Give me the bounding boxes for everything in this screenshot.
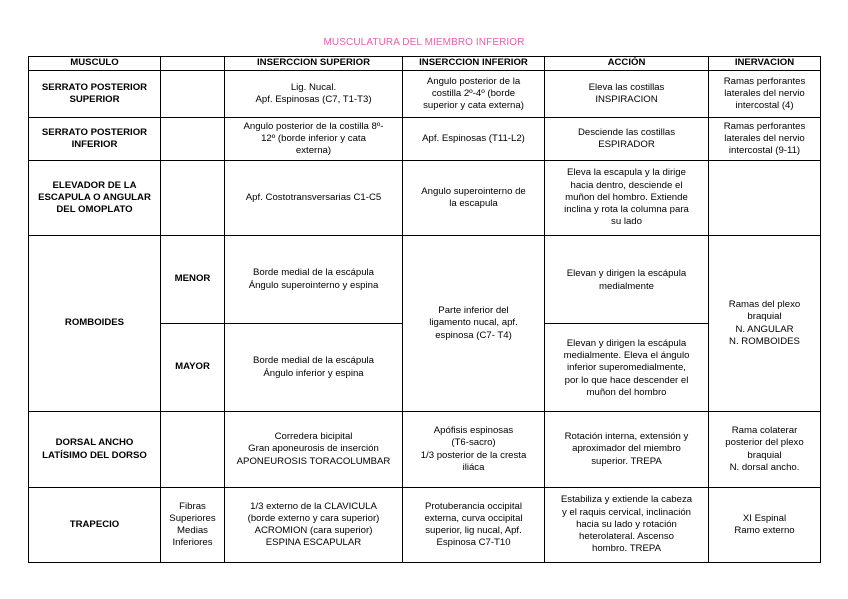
cell-line: Apf. Costotransversarias C1-C5 xyxy=(245,191,382,203)
cell-line: N. dorsal ancho. xyxy=(729,461,800,473)
cell-line: Angulo posterior de la xyxy=(426,75,521,87)
cell-insercion-superior xyxy=(225,324,403,412)
cell-line: SERRATO POSTERIOR xyxy=(41,81,148,93)
cell-line: Angulo posterior de la costilla 8º- xyxy=(243,120,384,132)
cell-line: Apófisis espinosas xyxy=(433,425,514,437)
cell-accion xyxy=(545,488,709,563)
cell-line: superior y cata externa) xyxy=(423,100,524,112)
cell-line: externa) xyxy=(295,145,332,157)
cell-line: braquial xyxy=(747,449,782,461)
cell-line: posterior del plexo xyxy=(725,437,804,449)
table-row-trapecio xyxy=(29,488,821,563)
cell-line: (borde externo y cara superior) xyxy=(247,512,380,524)
cell-insercion-inferior xyxy=(403,488,545,563)
cell-line: ELEVADOR DE LA xyxy=(52,179,137,191)
cell-line: 1/3 posterior de la cresta xyxy=(420,449,527,461)
cell-line: XI Espinal xyxy=(742,512,787,524)
cell-line: TRAPECIO xyxy=(69,518,120,530)
cell-line: Angulo superointerno de xyxy=(421,185,526,197)
cell-line: N. ANGULAR xyxy=(735,323,794,335)
cell-insercion-superior xyxy=(225,71,403,118)
cell-line: y el raquis cervical, inclinación xyxy=(561,506,692,518)
header-inervacion: INERVACION xyxy=(709,57,821,71)
cell-insercion-inferior xyxy=(403,118,545,161)
cell-line: Apf. Espinosas (T11-L2) xyxy=(422,132,525,144)
cell-sub-empty xyxy=(161,118,225,161)
cell-line: Ángulo inferior y espina xyxy=(263,367,364,379)
cell-accion xyxy=(545,118,709,161)
cell-line: LATÍSIMO DEL DORSO xyxy=(42,449,147,461)
table-row-serrato-inferior xyxy=(29,118,821,161)
cell-sub-empty xyxy=(161,71,225,118)
cell-line: Ramas del plexo xyxy=(728,299,801,311)
cell-line: superior, lig nucal, Apf. xyxy=(425,525,522,536)
cell-line: laterales del nervio xyxy=(724,132,805,144)
cell-line: la escapula xyxy=(449,198,498,209)
cell-insercion-superior xyxy=(225,161,403,236)
cell-sub-empty xyxy=(161,161,225,236)
cell-insercion-superior xyxy=(225,412,403,488)
table-row-romboides-menor xyxy=(29,236,821,324)
cell-line: inferior superomedialmente, xyxy=(567,362,686,374)
header-row xyxy=(29,57,821,71)
cell-line: 1/3 externo de la CLAVICULA xyxy=(250,500,377,512)
cell-line: Rama colaterar xyxy=(731,425,798,437)
cell-insercion-inferior xyxy=(403,71,545,118)
cell-line: ESPIRADOR xyxy=(598,139,655,150)
cell-line: externa, curva occipital xyxy=(424,512,523,524)
cell-line: laterales del nervio xyxy=(724,87,805,99)
cell-musculo xyxy=(29,412,161,488)
cell-line: Espinosa C7-T10 xyxy=(436,537,511,549)
cell-insercion-superior xyxy=(225,236,403,324)
table-row-serrato-superior xyxy=(29,71,821,118)
cell-musculo xyxy=(29,118,161,161)
cell-line: N. ROMBOIDES xyxy=(729,335,800,347)
cell-musculo xyxy=(29,488,161,563)
cell-line: ESCAPULA O ANGULAR xyxy=(38,191,151,203)
cell-line: Ángulo superointerno y espina xyxy=(248,279,379,291)
cell-line: por lo que hace descender el xyxy=(564,374,689,386)
cell-insercion-inferior xyxy=(403,412,545,488)
cell-insercion-inferior xyxy=(403,161,545,236)
cell-line: APONEUROSIS TORACOLUMBAR xyxy=(236,455,391,467)
header-sub xyxy=(161,57,225,71)
cell-line: superior. TREPA xyxy=(591,455,662,467)
cell-line: ROMBOIDES xyxy=(64,317,125,329)
cell-line: ESPINA ESCAPULAR xyxy=(265,537,362,549)
cell-line: Eleva las costillas xyxy=(588,81,665,93)
cell-accion xyxy=(545,236,709,324)
cell-line: DORSAL ANCHO xyxy=(55,437,134,449)
cell-line: su lado xyxy=(611,216,642,228)
cell-inervacion xyxy=(709,118,821,161)
header-insercion-inferior: INSERCCION INFERIOR xyxy=(403,57,545,71)
cell-line: Desciende las costillas xyxy=(577,126,676,138)
cell-line: ligamento nucal, apf. xyxy=(429,317,518,329)
cell-line: Fibras xyxy=(179,500,206,512)
cell-line: medialmente. Eleva el ángulo xyxy=(563,350,690,362)
header-musculo: MUSCULO xyxy=(29,57,161,71)
cell-line: SUPERIOR xyxy=(69,94,120,105)
cell-line: hacia dentro, desciende el xyxy=(570,179,683,191)
cell-line: SERRATO POSTERIOR xyxy=(41,126,148,138)
cell-line: aproximador del miembro xyxy=(572,443,681,455)
cell-line: Elevan y dirigen la escápula xyxy=(566,268,687,280)
cell-line: iliáca xyxy=(462,461,485,473)
cell-line: costilla 2º-4º (borde xyxy=(431,87,516,99)
cell-line: muñon del hombro xyxy=(586,386,667,398)
cell-line: (T6-sacro) xyxy=(451,437,496,449)
muscle-table xyxy=(28,56,821,563)
cell-line: heterolateral. Ascenso xyxy=(579,531,674,543)
cell-sub-fibras xyxy=(161,488,225,563)
cell-accion xyxy=(545,71,709,118)
cell-line: Protuberancia occipital xyxy=(424,500,523,512)
cell-accion xyxy=(545,412,709,488)
cell-line: Ramas perforantes xyxy=(723,75,806,87)
cell-inervacion-empty xyxy=(709,161,821,236)
cell-insercion-superior xyxy=(225,488,403,563)
cell-line: Lig. Nucal. xyxy=(290,81,337,93)
cell-line: hombro. TREPA xyxy=(592,543,661,555)
cell-line: Ramas perforantes xyxy=(723,120,806,132)
cell-line: INSPIRACION xyxy=(595,94,658,105)
cell-line: Rotación interna, extensión y xyxy=(564,431,689,443)
cell-line: Parte inferior del xyxy=(438,305,509,317)
cell-musculo xyxy=(29,161,161,236)
cell-musculo xyxy=(29,236,161,412)
cell-accion xyxy=(545,161,709,236)
cell-inervacion xyxy=(709,488,821,563)
cell-line: Borde medial de la escápula xyxy=(252,355,375,367)
cell-inervacion xyxy=(709,412,821,488)
cell-line: Inferiores xyxy=(172,537,213,549)
cell-line: DEL OMOPLATO xyxy=(56,204,133,216)
cell-line: Borde medial de la escápula xyxy=(252,267,375,279)
cell-insercion-superior xyxy=(225,118,403,161)
cell-line: muñon del hombro. Extiende xyxy=(565,191,688,203)
cell-sub-empty xyxy=(161,412,225,488)
cell-inervacion xyxy=(709,236,821,412)
cell-line: Gran aponeurosis de inserción xyxy=(248,443,379,455)
cell-line: hacia su lado y rotación xyxy=(576,518,677,530)
cell-line: ACROMION (cara superior) xyxy=(254,525,373,536)
cell-line: Elevan y dirigen la escápula xyxy=(566,337,687,349)
cell-line: Ramo externo xyxy=(734,525,795,536)
cell-line: 12º (borde inferior y cata xyxy=(261,132,366,144)
cell-line: intercostal (9-11) xyxy=(728,145,801,157)
cell-line: Apf. Espinosas (C7, T1-T3) xyxy=(255,94,372,105)
cell-line: Estabiliza y extiende la cabeza xyxy=(560,494,693,506)
cell-sub-menor: MENOR xyxy=(161,236,225,324)
cell-line: espinosa (C7- T4) xyxy=(435,329,512,341)
cell-sub-mayor: MAYOR xyxy=(161,324,225,412)
cell-line: INFERIOR xyxy=(71,139,118,150)
cell-insercion-inferior xyxy=(403,236,545,412)
table-row-elevador xyxy=(29,161,821,236)
table-row-dorsal-ancho xyxy=(29,412,821,488)
cell-line: Eleva la escapula y la dirige xyxy=(567,167,686,179)
cell-line: Superiores xyxy=(169,512,216,524)
cell-line: Corredera bicipital xyxy=(274,431,353,443)
cell-inervacion xyxy=(709,71,821,118)
cell-line: intercostal (4) xyxy=(735,100,794,112)
cell-accion xyxy=(545,324,709,412)
cell-musculo xyxy=(29,71,161,118)
page-title: MUSCULATURA DEL MIEMBRO INFERIOR xyxy=(323,37,525,48)
cell-line: inclina y rota la columna para xyxy=(564,204,689,216)
header-insercion-superior: INSERCCION SUPERIOR xyxy=(225,57,403,71)
cell-line: Medias xyxy=(177,525,208,536)
cell-line: medialmente xyxy=(599,280,654,292)
header-accion: ACCIÓN xyxy=(545,57,709,71)
cell-line: braquial xyxy=(747,311,782,323)
